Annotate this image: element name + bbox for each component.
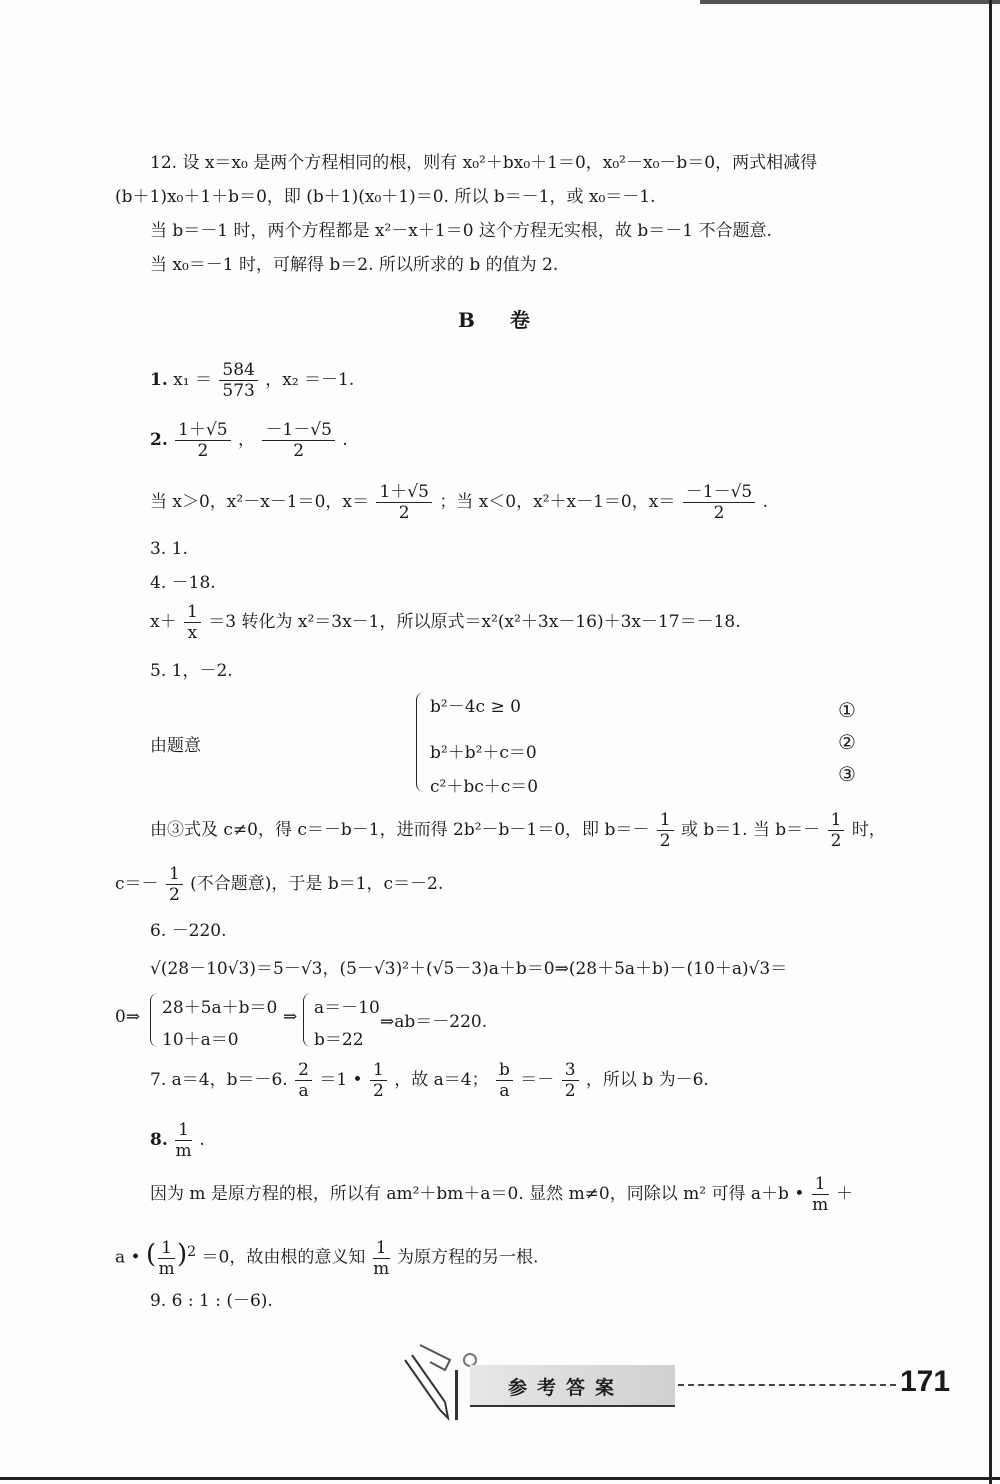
line-12b: (b＋1)x₀＋1＋b＝0，即 (b＋1)(x₀＋1)＝0. 所以 b＝－1，或 x₀＝－1. — [115, 187, 656, 207]
denominator: m — [373, 1258, 390, 1279]
expl-text: ＋ — [835, 1184, 853, 1204]
label-circle-1: ① — [838, 698, 856, 722]
answer-text: ，所以 b 为－6. — [585, 1070, 709, 1090]
explanation-8a — [150, 1172, 853, 1216]
answer-4: 4. －18. — [150, 573, 216, 593]
footer-divider — [455, 1370, 458, 1420]
numerator: 1 — [373, 1238, 390, 1259]
expl-text: 时， — [851, 820, 886, 840]
system-eq-4: b＝22 — [314, 1030, 364, 1050]
page-number: 171 — [900, 1365, 951, 1398]
explanation-6a: √(28－10√3)＝5－√3，(5－√3)²＋(√5－3)a＋b＝0⇒(28＋5a＋b)－(10＋a)√3＝ — [150, 959, 788, 979]
answer-number: 1. — [150, 370, 168, 390]
numerator: 1 — [370, 1060, 387, 1081]
fraction — [828, 810, 845, 851]
period: . — [342, 430, 348, 450]
fraction — [683, 482, 755, 523]
answer-number: 8. — [150, 1130, 168, 1150]
answer-text: ，x₂ ＝－1. — [265, 370, 355, 390]
answer-text: 7. a＝4，b＝－6. — [150, 1070, 288, 1090]
equation-2: b²＋b²＋c＝0 — [430, 743, 537, 763]
denominator: 2 — [830, 831, 842, 851]
system-eq-1: 28＋5a＋b＝0 — [162, 998, 278, 1018]
expl-text: (不合题意)，于是 b＝1，c＝－2. — [190, 874, 444, 894]
period: . — [199, 1130, 205, 1150]
expl-text: 由③式及 c≠0，得 c＝－b－1，进而得 2b²－b－1＝0，即 b＝－ — [150, 820, 650, 840]
numerator: 1 — [812, 1174, 829, 1195]
fraction — [812, 1174, 829, 1215]
exponent: 2 — [187, 1244, 197, 1260]
separator: ， — [238, 430, 256, 450]
answer-1 — [150, 358, 354, 402]
expl-text: 为原方程的另一根. — [397, 1247, 539, 1268]
answer-2 — [150, 418, 348, 462]
numerator: 1 — [175, 1120, 192, 1141]
fraction — [295, 1060, 312, 1101]
expl-text: ⇒ab＝－220. — [380, 1012, 488, 1032]
denominator: 2 — [713, 503, 725, 523]
numerator: 1 — [184, 602, 201, 623]
expl-text: 当 x＞0，x²－x－1＝0，x＝ — [150, 492, 370, 512]
answer-text: ＝－ — [520, 1070, 555, 1090]
numerator: 1 — [166, 864, 183, 885]
right-border — [989, 0, 992, 1484]
answer-3: 3. 1. — [150, 539, 188, 559]
numerator: －1－√5 — [683, 482, 755, 503]
line-12a: 12. 设 x＝x₀ 是两个方程相同的根，则有 x₀²＋bx₀＋1＝0，x₀²－x₀－b＝0，两式相减得 — [150, 153, 818, 173]
equation-1: b²－4c ≥ 0 — [430, 697, 521, 717]
system-label: 由题意 — [150, 736, 201, 756]
expl-text: ＝0，故由根的意义知 — [201, 1247, 366, 1268]
answer-number: 2. — [150, 430, 168, 450]
dotted-leader — [678, 1384, 896, 1386]
answer-8 — [150, 1118, 205, 1162]
denominator: x — [187, 623, 198, 643]
line-12d: 当 x₀＝－1 时，可解得 b＝2. 所以所求的 b 的值为 2. — [150, 255, 559, 275]
expl-text: 0⇒ — [115, 1007, 141, 1027]
denominator: a — [298, 1081, 309, 1101]
explanation-8b — [115, 1230, 538, 1280]
fraction — [262, 420, 334, 461]
system-eq-3: a＝－10 — [314, 998, 380, 1018]
denominator: m — [175, 1141, 192, 1161]
top-edge — [700, 0, 1000, 4]
fraction — [219, 360, 257, 401]
label-circle-3: ③ — [838, 762, 856, 786]
expl-text: a • — [115, 1247, 141, 1268]
denominator: 2 — [659, 831, 671, 851]
answer-6: 6. －220. — [150, 921, 227, 941]
answer-9: 9. 6 : 1 : (－6). — [150, 1291, 273, 1311]
expl-text: c＝－ — [115, 874, 159, 894]
denominator: a — [499, 1081, 510, 1101]
brace — [416, 692, 427, 792]
right-paren: ) — [176, 1239, 188, 1270]
fraction — [175, 1120, 192, 1161]
answer-text: ，故 a＝4； — [394, 1070, 489, 1090]
denominator: 2 — [168, 885, 180, 905]
explanation-2 — [150, 480, 768, 524]
system-eq-2: 10＋a＝0 — [162, 1030, 239, 1050]
explanation-5b — [115, 862, 443, 906]
footer-label: 参考答案 — [508, 1377, 625, 1399]
implies-arrow: ⇒ — [283, 1007, 298, 1027]
denominator: m — [812, 1195, 829, 1215]
answer-5: 5. 1，－2. — [150, 661, 233, 681]
line-12c: 当 b＝－1 时，两个方程都是 x²－x＋1＝0 这个方程无实根，故 b＝－1 不合题意. — [150, 221, 772, 241]
fraction — [373, 1238, 390, 1279]
expl-text: 或 b＝1. 当 b＝－ — [680, 820, 821, 840]
numerator: 1 — [158, 1238, 175, 1259]
numerator: －1－√5 — [262, 420, 334, 441]
answer-text: x₁ ＝ — [173, 370, 212, 390]
denominator: 2 — [293, 441, 305, 461]
numerator: 1＋√5 — [376, 482, 431, 503]
fraction — [370, 1060, 387, 1101]
explanation-5a — [150, 808, 886, 852]
bottom-border — [0, 1477, 1000, 1480]
denominator: 2 — [197, 441, 209, 461]
numerator: 1＋√5 — [175, 420, 230, 441]
pen-icon — [400, 1340, 480, 1425]
fraction — [496, 1060, 513, 1101]
expl-text: . — [762, 492, 769, 512]
expl-text: ＝3 转化为 x²＝3x－1，所以原式＝x²(x²＋3x－16)＋3x－17＝－18. — [208, 612, 741, 632]
numerator: b — [496, 1060, 513, 1081]
brace — [303, 993, 314, 1047]
left-paren: ( — [145, 1239, 157, 1270]
fraction — [376, 482, 431, 523]
fraction — [175, 420, 230, 461]
answer-7 — [150, 1058, 709, 1102]
equation-3: c²＋bc＋c＝0 — [430, 777, 539, 797]
expl-text: x＋ — [150, 612, 177, 632]
fraction — [158, 1238, 175, 1279]
fraction — [562, 1060, 579, 1101]
fraction — [657, 810, 674, 851]
label-circle-2: ② — [838, 730, 856, 754]
brace — [150, 993, 161, 1047]
denominator: 2 — [372, 1081, 384, 1101]
expl-text: ；当 x＜0，x²＋x－1＝0，x＝ — [439, 492, 676, 512]
numerator: 1 — [657, 810, 674, 831]
denominator: 2 — [564, 1081, 576, 1101]
numerator: 584 — [219, 360, 257, 381]
denominator: m — [158, 1258, 175, 1279]
numerator: 2 — [295, 1060, 312, 1081]
denominator: 573 — [222, 381, 255, 401]
numerator: 3 — [562, 1060, 579, 1081]
section-title: B 卷 — [458, 308, 544, 332]
fraction — [184, 602, 201, 643]
answer-text: ＝1 • — [319, 1070, 363, 1090]
fraction — [166, 864, 183, 905]
denominator: 2 — [398, 503, 410, 523]
numerator: 1 — [828, 810, 845, 831]
expl-text: 因为 m 是原方程的根，所以有 am²＋bm＋a＝0. 显然 m≠0，同除以 m² 可得 a＋b • — [150, 1184, 805, 1204]
explanation-4 — [150, 600, 741, 644]
